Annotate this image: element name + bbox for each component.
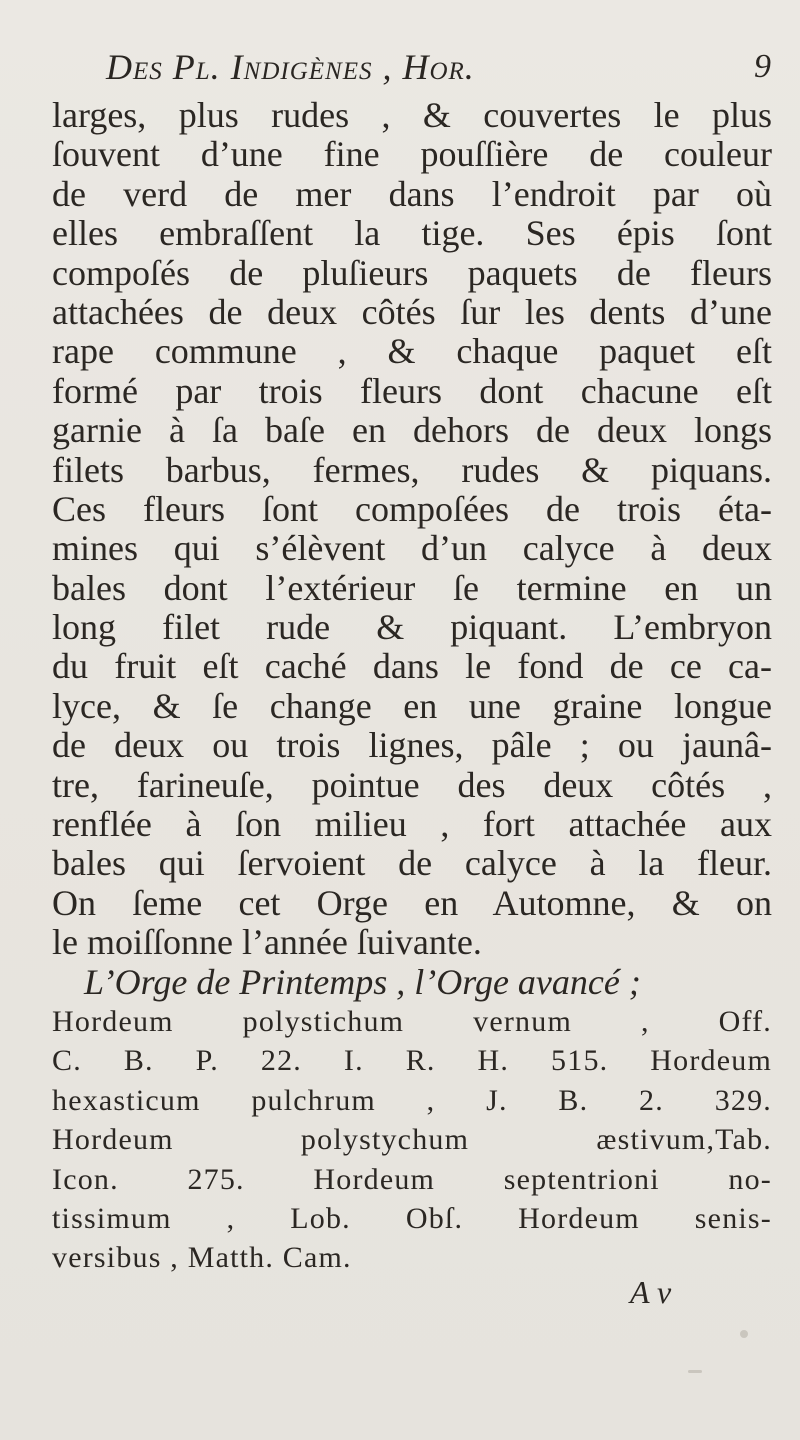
- synonymy-line: Icon. 275. Hordeum septentrioni no-: [52, 1162, 772, 1196]
- page-header: [0, 46, 800, 96]
- text-line: larges, plus rudes , & couvertes le plus: [52, 95, 772, 135]
- synonymy-line: Hordeum polystychum æstivum,Tab.: [52, 1123, 772, 1157]
- text-line: Ces fleurs ſont compoſées de trois éta-: [52, 488, 772, 529]
- text-line: filets barbus, fermes, rudes & piquans.: [52, 449, 772, 490]
- text-line: On ſeme cet Orge en Automne, & on: [52, 882, 772, 923]
- page-number: 9: [754, 48, 771, 85]
- text-line: de deux ou trois lignes, pâle ; ou jaunâ-: [52, 725, 772, 766]
- text-line: compoſés de pluſieurs paquets de fleurs: [52, 252, 772, 293]
- synonymy-heading: L’Orge de Printemps , l’Orge avancé ;: [84, 961, 641, 1002]
- text-line: long filet rude & piquant. L’embryon: [52, 607, 772, 648]
- text-line: lyce, & ſe change en une graine longue: [52, 685, 772, 726]
- text-line: rape commune , & chaque paquet eſt: [52, 331, 772, 372]
- text-line: tre, farineuſe, pointue des deux côtés ,: [52, 764, 772, 805]
- text-line: renflée à ſon milieu , fort attachée aux: [52, 804, 772, 845]
- running-title: Des Pl. Indigènes , Hor.: [106, 47, 475, 87]
- text-line: ſouvent d’une fine pouſſière de couleur: [52, 134, 772, 175]
- text-line: attachées de deux côtés ſur les dents d’une: [52, 291, 772, 332]
- text-line: de verd de mer dans l’endroit par où: [52, 173, 772, 214]
- ink-smudge: [740, 1330, 748, 1338]
- text-line: bales qui ſervoient de calyce à la fleur.: [52, 843, 772, 884]
- synonymy-line: Hordeum polystichum vernum , Off.: [52, 1004, 772, 1038]
- synonymy-line: hexasticum pulchrum , J. B. 2. 329.: [52, 1083, 772, 1117]
- text-line: garnie à ſa baſe en dehors de deux longs: [52, 410, 772, 451]
- synonymy-line: versibus , Matth. Cam.: [52, 1241, 352, 1275]
- synonymy-line: C. B. P. 22. I. R. H. 515. Hordeum: [52, 1044, 772, 1078]
- body-text: [52, 96, 772, 1278]
- synonymy-line: tissimum , Lob. Obſ. Hordeum senis-: [52, 1201, 772, 1235]
- text-line: formé par trois fleurs dont chacune eſt: [52, 370, 772, 411]
- catchword: A v: [630, 1274, 672, 1310]
- ink-smudge: [688, 1370, 702, 1373]
- text-line: bales dont l’extérieur ſe termine en un: [52, 567, 772, 608]
- text-line: elles embraſſent la tige. Ses épis ſont: [52, 213, 772, 254]
- text-line: du fruit eſt caché dans le fond de ce ca-: [52, 646, 772, 687]
- text-line: le moiſſonne l’année ſuivante.: [52, 922, 482, 963]
- text-line: mines qui s’élèvent d’un calyce à deux: [52, 528, 772, 569]
